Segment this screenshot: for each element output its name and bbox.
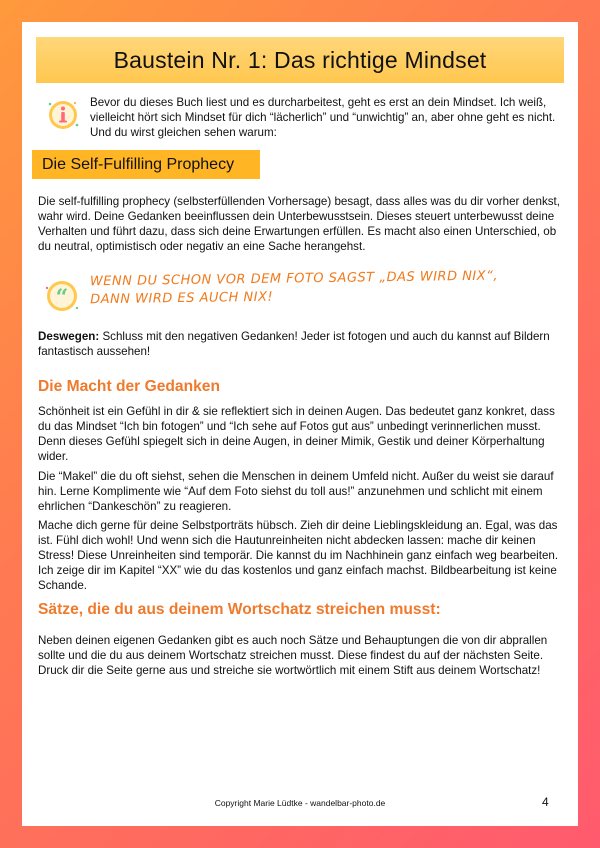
deswegen-body: Schluss mit den negativen Gedanken! Jeder ist fotogen und auch du kannst auf Bildern fantastisch aussehen! bbox=[38, 330, 550, 358]
footer-copyright: Copyright Marie Lüdtke - wandelbar-photo.de bbox=[214, 798, 386, 808]
section-heading-saetze: Sätze, die du aus deinem Wortschatz streichen musst: bbox=[38, 601, 441, 618]
section-heading-macht: Die Macht der Gedanken bbox=[38, 378, 220, 395]
quote-line-2: DANN WIRD ES AUCH NIX! bbox=[90, 289, 274, 308]
intro-text: Bevor du dieses Buch liest und es durcharbeitest, geht es erst an dein Mindset. Ich weiß, vielleicht hört sich Mindset für dich “lächerlich” und “unwichtig” an, aber ohne geht es nicht. Und du wirst gleichen sehen warum: bbox=[90, 96, 556, 139]
page-number: 4 bbox=[542, 795, 549, 809]
macht-paragraph-1: Schönheit ist ein Gefühl in dir & sie reflektiert sich in deinen Augen. Das bedeutet ganz konkret, dass du das Mindset “Ich bin fotogen” und “Ich sehe auf Fotos gut aus” unbedingt verinnerlichen musst. Denn dieses Gefühl spiegelt sich in deine Augen, in deiner Mimik, Gestik und deiner Körperhaltung wider. bbox=[38, 405, 555, 463]
svg-text:“: “ bbox=[55, 285, 69, 311]
quote-line-1: WENN DU SCHON VOR DEM FOTO SAGST „DAS WIRD NIX“, bbox=[89, 268, 499, 290]
deswegen-label: Deswegen: bbox=[38, 330, 100, 343]
section-heading-self-fulfilling: Die Self-Fulfilling Prophecy bbox=[42, 155, 235, 173]
macht-paragraph-3: Mache dich gerne für deine Selbstporträts hübsch. Zieh dir deine Lieblingskleidung an. Egal, was das ist. Fühl dich wohl! Und wenn sich die Hautunreinheiten nicht abdecken lassen: mache dir keinen Stress! Diese Unreinheiten sind temporär. Die kannst du im Nachhinein ganz einfach weg bearbeiten. Ich zeige dir im Kapitel “XX” wie du das kostenlos und ganz einfach machst. Bildbearbeitung ist keine Schande. bbox=[38, 519, 559, 592]
quote-text bbox=[90, 267, 560, 310]
deswegen-text bbox=[38, 329, 562, 359]
macht-paragraph-2: Die “Makel” die du oft siehst, sehen die Menschen in deinem Umfeld nicht. Außer du weist sie darauf hin. Lerne Komplimente wie “Auf dem Foto siehst du toll aus!” anzunehmen und schlicht mit einem ehrlichen “Dankeschön” zu reagieren. bbox=[38, 470, 554, 513]
quote-icon bbox=[44, 278, 80, 314]
section-banner-self-fulfilling bbox=[32, 150, 260, 179]
info-icon bbox=[46, 98, 80, 132]
title-banner bbox=[36, 37, 564, 83]
document-page bbox=[22, 22, 578, 826]
page-title: Baustein Nr. 1: Das richtige Mindset bbox=[113, 46, 487, 73]
saetze-text: Neben deinen eigenen Gedanken gibt es auch noch Sätze und Behauptungen die von dir abprallen sollte und die du aus deinem Wortschatz streichen musst. Diese findest du auf der nächsten Seite. Druck dir die Seite gerne aus und streiche sie wortwörtlich mit einem Stift aus deinem Wortschatz! bbox=[38, 634, 548, 677]
self-fulfilling-text: Die self-fulfilling prophecy (selbsterfüllenden Vorhersage) besagt, dass alles was du dir vorher denkst, wahr wird. Deine Gedanken beeinflussen dein Unterbewusstsein. Dieses steuert unterbewusst deine Verhalten und führt dazu, dass sich deine Erwartungen erfüllen. Es macht also einen Unterschied, ob du neutral, optimistisch oder negativ an eine Sache herangehst. bbox=[38, 195, 560, 253]
